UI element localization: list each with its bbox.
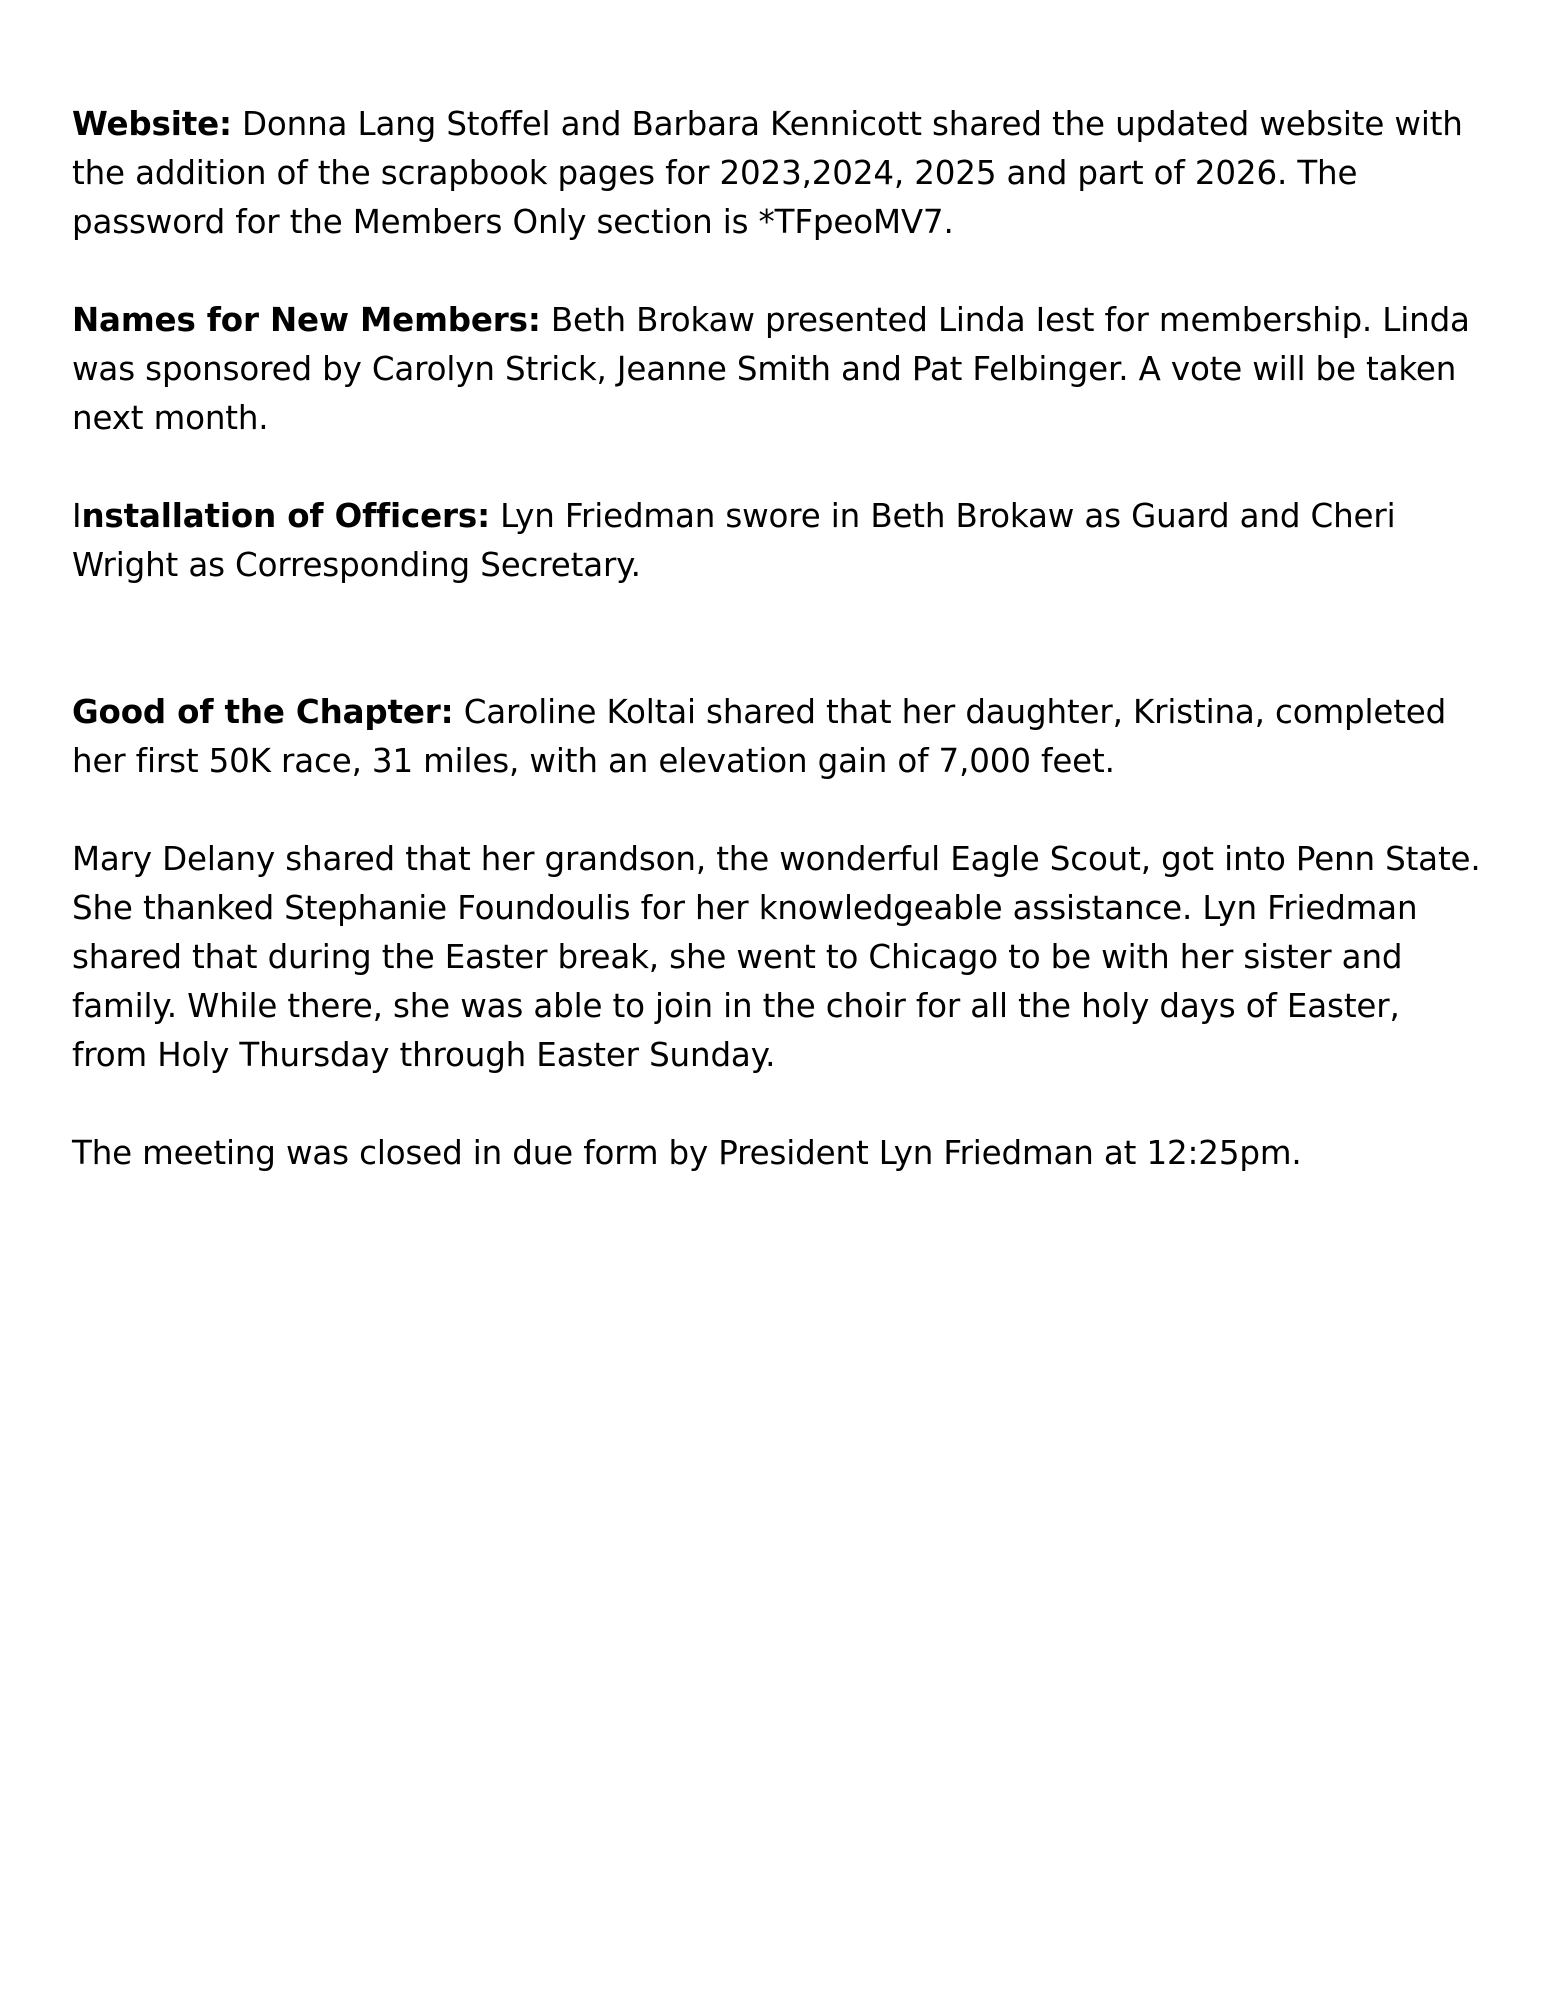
paragraph-spacer bbox=[72, 786, 1482, 835]
good-of-chapter-paragraph bbox=[72, 688, 1482, 786]
installation-text: Lyn Friedman swore in Beth Brokaw as Guard and Cheri Wright as Corresponding Secretary. bbox=[72, 497, 1396, 584]
paragraph-spacer bbox=[72, 247, 1482, 296]
mary-delany-paragraph: Mary Delany shared that her grandson, the wonderful Eagle Scout, got into Penn State. She thanked Stephanie Foundoulis for her knowledgeable assistance. Lyn Friedman shared that during the Easter break, she went to Chicago to be with her sister and family. While there, she was able to join in the choir for all the holy days of Easter, from Holy Thursday through Easter Sunday. bbox=[72, 840, 1481, 1074]
installation-label bbox=[72, 497, 490, 535]
good-of-chapter-label: Good of the Chapter: bbox=[72, 693, 454, 731]
minutes-page bbox=[72, 100, 1482, 1178]
website-label: Website: bbox=[72, 105, 232, 143]
installation-paragraph bbox=[72, 492, 1482, 590]
paragraph-spacer bbox=[72, 590, 1482, 688]
installation-label-rest: nstallation of Officers: bbox=[81, 497, 490, 535]
paragraph-spacer bbox=[72, 443, 1482, 492]
new-members-label: Names for New Members: bbox=[72, 301, 541, 339]
website-paragraph bbox=[72, 100, 1482, 247]
new-members-paragraph bbox=[72, 296, 1482, 443]
good-of-chapter-text: Caroline Koltai shared that her daughter, Kristina, completed her first 50K race, 31 miles, with an elevation gain of 7,000 feet. bbox=[72, 693, 1447, 780]
installation-label-first-letter: I bbox=[72, 497, 82, 535]
website-text: Donna Lang Stoffel and Barbara Kennicott shared the updated website with the addition of the scrapbook pages for 2023,2024, 2025 and part of 2026. The password for the Members Only section is *TFpeoMV7. bbox=[72, 105, 1463, 241]
paragraph-spacer bbox=[72, 1080, 1482, 1129]
closing-paragraph: The meeting was closed in due form by President Lyn Friedman at 12:25pm. bbox=[72, 1134, 1302, 1172]
new-members-text: Beth Brokaw presented Linda Iest for membership. Linda was sponsored by Carolyn Strick, Jeanne Smith and Pat Felbinger. A vote will be taken next month. bbox=[72, 301, 1470, 437]
